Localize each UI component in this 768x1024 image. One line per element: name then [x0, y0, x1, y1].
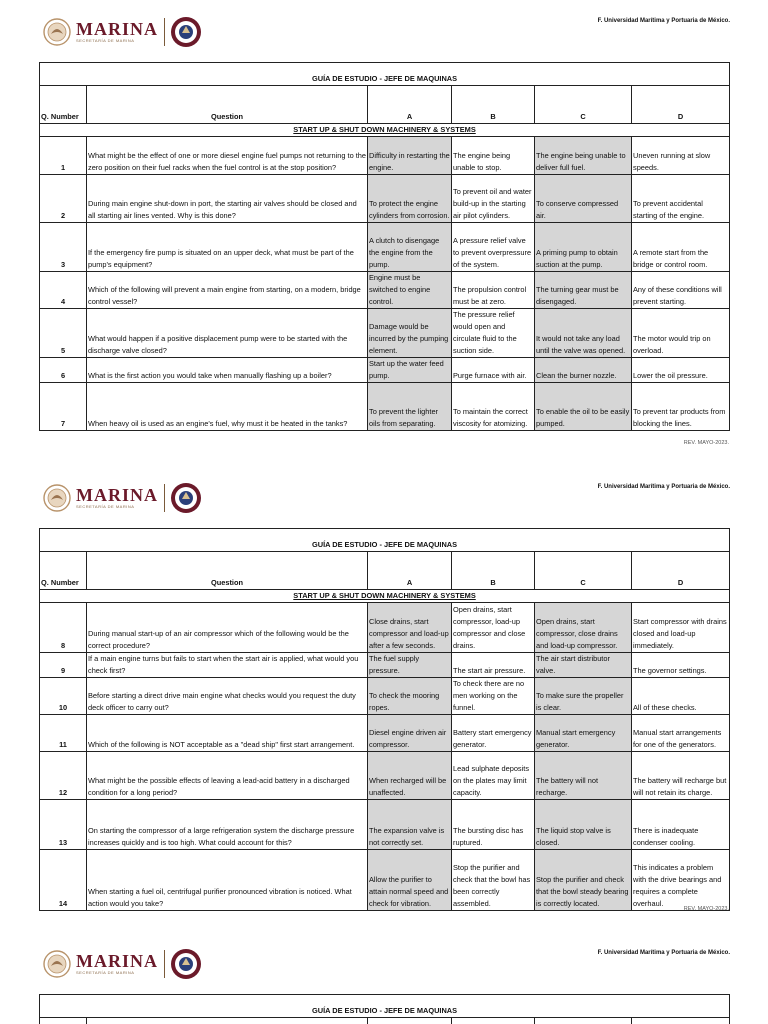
option-d: Start compressor with drains closed and load-up immediately.: [632, 603, 730, 653]
logo-divider: [164, 950, 165, 978]
column-header-c: C: [535, 86, 632, 124]
marina-logo: [42, 482, 202, 514]
question-row: [40, 603, 730, 653]
question-text: During main engine shut-down in port, the starting air valves should be closed and all starting air lines vented. Why is this done?: [87, 175, 368, 223]
marina-logo: [42, 948, 202, 980]
option-c: Manual start emergency generator.: [535, 715, 632, 752]
option-d: This indicates a problem with the drive bearings and requires a complete overhaul.: [632, 850, 730, 911]
option-d: To prevent tar products from blocking the lines.: [632, 383, 730, 431]
option-d: Manual start arrangements for one of the generators.: [632, 715, 730, 752]
university-name: F. Universidad Marítima y Portuaria de México.: [597, 484, 730, 490]
option-a: The expansion valve is not correctly set.: [368, 800, 452, 850]
logo-divider: [164, 484, 165, 512]
column-header-question: Question: [87, 86, 368, 124]
option-d: Any of these conditions will prevent starting.: [632, 272, 730, 309]
option-c: To conserve compressed air.: [535, 175, 632, 223]
question-text: On starting the compressor of a large refrigeration system the discharge pressure increases quickly and is too high. What could account for this?: [87, 800, 368, 850]
option-b: The propulsion control must be at zero.: [452, 272, 535, 309]
option-a: Difficulty in restarting the engine.: [368, 137, 452, 175]
section-title: START UP & SHUT DOWN MACHINERY & SYSTEMS: [40, 590, 730, 603]
column-header-b: B: [452, 552, 535, 590]
question-number: 3: [40, 223, 87, 272]
column-header-number: Q. Number: [40, 552, 87, 590]
guide-title: GUÍA DE ESTUDIO - JEFE DE MAQUINAS: [40, 995, 730, 1018]
section-title: START UP & SHUT DOWN MACHINERY & SYSTEMS: [40, 124, 730, 137]
option-b: A pressure relief valve to prevent overpressure of the system.: [452, 223, 535, 272]
option-d: All of these checks.: [632, 678, 730, 715]
page-3: [0, 932, 768, 1024]
brand-subtitle: SECRETARÍA DE MARINA: [76, 38, 135, 43]
option-d: A remote start from the bridge or control room.: [632, 223, 730, 272]
study-guide-table: [39, 994, 730, 1024]
brand-name: MARINA: [76, 951, 158, 971]
column-header-b: B: [452, 86, 535, 124]
question-text: If a main engine turns but fails to start when the start air is applied, what would you check first?: [87, 653, 368, 678]
university-name: F. Universidad Marítima y Portuaria de México.: [597, 18, 730, 24]
column-header-d: D: [632, 552, 730, 590]
page-header: [0, 932, 768, 975]
option-d: The governor settings.: [632, 653, 730, 678]
question-number: 10: [40, 678, 87, 715]
study-guide-table: [39, 528, 730, 911]
question-row: [40, 752, 730, 800]
column-header-a: A: [368, 552, 452, 590]
question-text: What would happen if a positive displacement pump were to be started with the discharge valve closed?: [87, 309, 368, 358]
question-number: 9: [40, 653, 87, 678]
option-d: There is inadequate condenser cooling.: [632, 800, 730, 850]
brand-subtitle: SECRETARÍA DE MARINA: [76, 504, 135, 509]
option-b: The bursting disc has ruptured.: [452, 800, 535, 850]
option-b: Lead sulphate deposits on the plates may limit capacity.: [452, 752, 535, 800]
column-header-number: Q. Number: [40, 86, 87, 124]
option-b: The engine being unable to stop.: [452, 137, 535, 175]
option-c: Open drains, start compressor, close drains and load-up compressor.: [535, 603, 632, 653]
guide-title: GUÍA DE ESTUDIO - JEFE DE MAQUINAS: [40, 63, 730, 86]
option-d: The motor would trip on overload.: [632, 309, 730, 358]
option-c: It would not take any load until the valve was opened.: [535, 309, 632, 358]
option-b: To maintain the correct viscosity for atomizing.: [452, 383, 535, 431]
university-seal-icon: [170, 16, 202, 48]
option-b: The start air pressure.: [452, 653, 535, 678]
option-a: To check the mooring ropes.: [368, 678, 452, 715]
page-header: [0, 466, 768, 509]
question-row: [40, 137, 730, 175]
question-row: [40, 678, 730, 715]
option-a: The fuel supply pressure.: [368, 653, 452, 678]
question-number: 14: [40, 850, 87, 911]
option-b: To check there are no men working on the funnel.: [452, 678, 535, 715]
question-text: What is the first action you would take when manually flashing up a boiler?: [87, 358, 368, 383]
question-row: [40, 272, 730, 309]
question-number: 12: [40, 752, 87, 800]
column-header-row: [40, 86, 730, 124]
option-c: The battery will not recharge.: [535, 752, 632, 800]
option-b: To prevent oil and water build-up in the starting air pilot cylinders.: [452, 175, 535, 223]
question-number: 7: [40, 383, 87, 431]
column-header-d: D: [632, 86, 730, 124]
question-row: [40, 653, 730, 678]
option-c: The turning gear must be disengaged.: [535, 272, 632, 309]
option-d: The battery will recharge but will not retain its charge.: [632, 752, 730, 800]
question-number: 4: [40, 272, 87, 309]
option-c: To enable the oil to be easily pumped.: [535, 383, 632, 431]
option-c: Stop the purifier and check that the bowl steady bearing is correctly located.: [535, 850, 632, 911]
question-text: What might be the effect of one or more diesel engine fuel pumps not returning to the zero position on their fuel racks when the fuel control is at the stop position?: [87, 137, 368, 175]
brand-subtitle: SECRETARÍA DE MARINA: [76, 970, 135, 975]
question-row: [40, 383, 730, 431]
page-2: [0, 466, 768, 912]
question-number: 6: [40, 358, 87, 383]
question-text: When starting a fuel oil, centrifugal purifier pronounced vibration is noticed. What action would you take?: [87, 850, 368, 911]
question-row: [40, 175, 730, 223]
question-row: [40, 309, 730, 358]
option-d: To prevent accidental starting of the engine.: [632, 175, 730, 223]
option-b: The pressure relief would open and circulate fluid to the suction side.: [452, 309, 535, 358]
option-a: To prevent the lighter oils from separating.: [368, 383, 452, 431]
logo-divider: [164, 18, 165, 46]
university-seal-icon: [170, 482, 202, 514]
question-text: Which of the following is NOT acceptable as a "dead ship" first start arrangement.: [87, 715, 368, 752]
revision-note: REV. MAYO-2023.: [683, 906, 729, 912]
option-a: When recharged will be unaffected.: [368, 752, 452, 800]
question-row: [40, 358, 730, 383]
eagle-emblem-icon: [42, 17, 72, 47]
option-c: To make sure the propeller is clear.: [535, 678, 632, 715]
question-number: 5: [40, 309, 87, 358]
option-a: To protect the engine cylinders from corrosion.: [368, 175, 452, 223]
option-b: Stop the purifier and check that the bowl has been correctly assembled.: [452, 850, 535, 911]
question-text: Before starting a direct drive main engine what checks would you request the duty deck officer to carry out?: [87, 678, 368, 715]
option-a: Diesel engine driven air compressor.: [368, 715, 452, 752]
question-row: [40, 800, 730, 850]
question-number: 11: [40, 715, 87, 752]
page-header: [0, 0, 768, 43]
study-guide-table: [39, 62, 730, 431]
question-number: 8: [40, 603, 87, 653]
question-number: 1: [40, 137, 87, 175]
option-a: A clutch to disengage the engine from the pump.: [368, 223, 452, 272]
option-b: Purge furnace with air.: [452, 358, 535, 383]
brand-name: MARINA: [76, 485, 158, 505]
option-d: Lower the oil pressure.: [632, 358, 730, 383]
revision-note: REV. MAYO-2023.: [683, 440, 729, 446]
column-header-a: A: [368, 86, 452, 124]
question-number: 2: [40, 175, 87, 223]
option-b: Battery start emergency generator.: [452, 715, 535, 752]
column-header-c: C: [535, 552, 632, 590]
question-row: [40, 715, 730, 752]
question-text: During manual start-up of an air compressor which of the following would be the correct procedure?: [87, 603, 368, 653]
option-b: Open drains, start compressor, load-up compressor and close drains.: [452, 603, 535, 653]
option-c: The air start distributor valve.: [535, 653, 632, 678]
page-1: [0, 0, 768, 446]
column-header-question: Question: [87, 552, 368, 590]
option-a: Close drains, start compressor and load-up after a few seconds.: [368, 603, 452, 653]
eagle-emblem-icon: [42, 483, 72, 513]
question-row: [40, 850, 730, 911]
option-a: Start up the water feed pump.: [368, 358, 452, 383]
question-row: [40, 223, 730, 272]
brand-name: MARINA: [76, 19, 158, 39]
university-name: F. Universidad Marítima y Portuaria de México.: [597, 950, 730, 956]
option-c: The engine being unable to deliver full fuel.: [535, 137, 632, 175]
option-c: Clean the burner nozzle.: [535, 358, 632, 383]
question-number: 13: [40, 800, 87, 850]
university-seal-icon: [170, 948, 202, 980]
question-text: Which of the following will prevent a main engine from starting, on a modern, bridge control vessel?: [87, 272, 368, 309]
option-d: Uneven running at slow speeds.: [632, 137, 730, 175]
option-a: Allow the purifier to attain normal speed and check for vibration.: [368, 850, 452, 911]
option-a: Engine must be switched to engine control.: [368, 272, 452, 309]
question-text: If the emergency fire pump is situated on an upper deck, what must be part of the pump's equipment?: [87, 223, 368, 272]
option-c: The liquid stop valve is closed.: [535, 800, 632, 850]
option-c: A priming pump to obtain suction at the pump.: [535, 223, 632, 272]
question-text: When heavy oil is used as an engine's fuel, why must it be heated in the tanks?: [87, 383, 368, 431]
eagle-emblem-icon: [42, 949, 72, 979]
marina-logo: [42, 16, 202, 48]
option-a: Damage would be incurred by the pumping element.: [368, 309, 452, 358]
guide-title: GUÍA DE ESTUDIO - JEFE DE MAQUINAS: [40, 529, 730, 552]
column-header-row: [40, 552, 730, 590]
question-text: What might be the possible effects of leaving a lead-acid battery in a discharged condition for a long period?: [87, 752, 368, 800]
